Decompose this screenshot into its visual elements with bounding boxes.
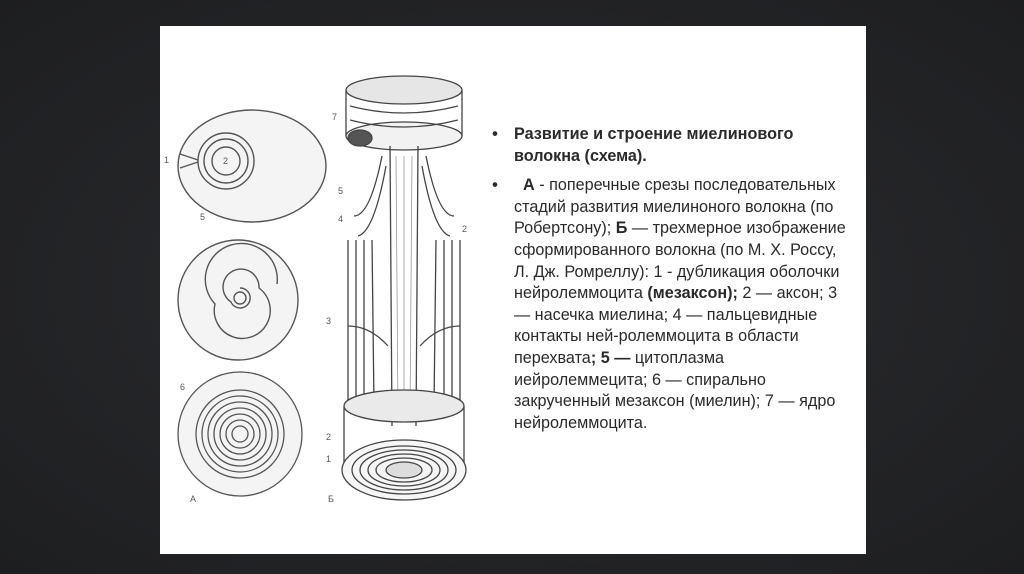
label-b-5: 5: [338, 186, 344, 196]
bullet-description: [488, 175, 848, 434]
bullet-dot: •: [492, 176, 498, 195]
letter-b: Б: [615, 219, 628, 238]
cross-section-stage-2: [178, 240, 298, 360]
letter-a: А: [523, 176, 535, 195]
label-b-4: 4: [338, 214, 344, 224]
cross-section-stage-1: [178, 110, 326, 222]
bullet-dot: •: [492, 125, 498, 143]
description-part-3: 2 — аксон; 3 — насечка миелина; 4 — пальцевидные контакты ней-ролеммоцита в области перехвата: [514, 284, 838, 367]
mesaxon-term: (мезаксон);: [647, 284, 738, 303]
label-b-3: 3: [326, 316, 332, 326]
panel-a-letter: А: [190, 494, 197, 504]
label-b-2-bottom: 2: [326, 432, 332, 442]
label-b-1: 1: [326, 454, 332, 464]
label-a-5: 5: [200, 212, 206, 222]
fiber-3d-drawing: [342, 76, 466, 500]
myelin-fiber-figure: [160, 26, 480, 554]
description-text: [488, 124, 848, 442]
figure-title: Развитие и строение миелинового волокна (схема).: [514, 125, 794, 165]
bullet-title: [488, 124, 848, 167]
label-a-6: 6: [180, 382, 186, 392]
label-b-2-top: 2: [462, 224, 468, 234]
number-5: ; 5 —: [590, 348, 631, 367]
cross-section-stage-3: [178, 372, 302, 496]
description-part-2: — трехмерное изображение сформированного волокна (по М. Х. Россу, Л. Дж. Ромреллу): 1 - дубликация оболочки нейролеммоцита: [514, 219, 846, 303]
label-a-1: 1: [164, 155, 170, 165]
description-part-4: цитоплазма иейролеммецита; 6 — спирально закрученный мезаксон (миелин); 7 — ядро нейролеммоцита.: [514, 348, 836, 432]
label-a-2: 2: [223, 156, 229, 166]
panel-b-letter: Б: [328, 494, 334, 504]
label-b-7: 7: [332, 112, 338, 122]
slide: [160, 26, 866, 554]
description-part-1: - поперечные срезы последовательных стадий развития миелиноного волокна (по Робертсону);: [514, 176, 836, 238]
